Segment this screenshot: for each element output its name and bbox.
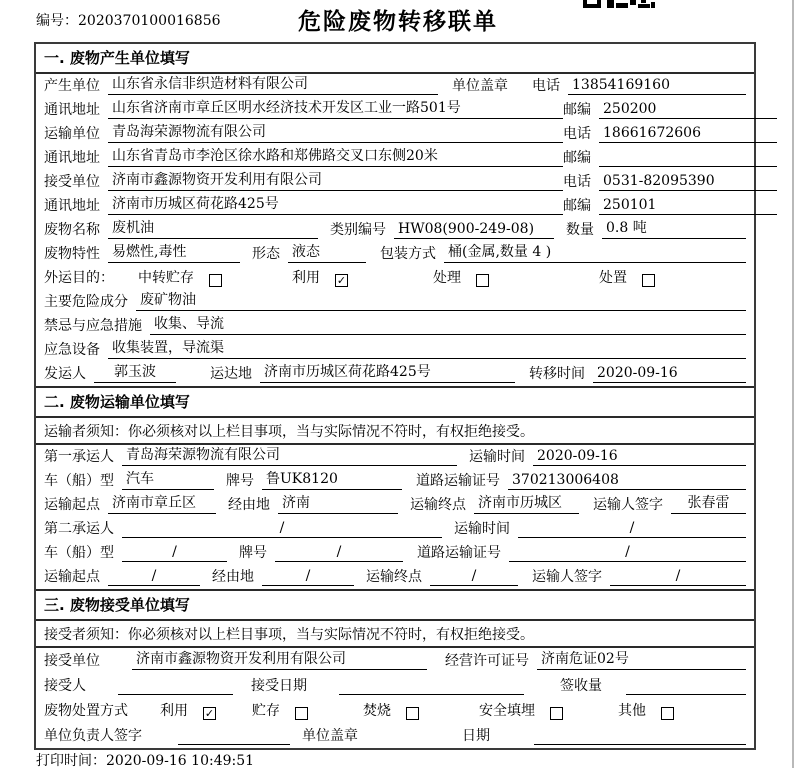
serial-label: 编号：: [36, 13, 78, 29]
taboo-label: 禁忌与应急措施: [44, 318, 142, 334]
category-label: 类别编号: [330, 222, 386, 238]
disposal-option-landfill: 安全填埋: [479, 703, 535, 719]
receiver-notice-label: 接受者须知：: [44, 626, 128, 643]
print-time-label: 打印时间：: [36, 753, 106, 769]
form-label: 形态: [252, 246, 280, 262]
via1-value: 济南: [278, 492, 398, 514]
packing-value: 桶(金属,数量 4 ): [444, 241, 746, 263]
sign1-label: 运输人签字: [593, 497, 663, 513]
disposal-option-store: 贮存: [252, 703, 280, 719]
transporter-notice-text: 你必须核对以上栏目事项，当与实际情况不符时，有权拒绝接受。: [128, 423, 534, 440]
row-waste-character: [36, 242, 754, 266]
date2-label: 日期: [462, 728, 490, 744]
disposal-option-incinerate: 焚烧: [363, 703, 391, 719]
sign2-value: /: [610, 568, 746, 586]
plate2-label: 牌号: [239, 545, 267, 561]
row-carrier2: [36, 517, 754, 541]
transport-address-label: 通讯地址: [44, 150, 100, 166]
disposal-option-other: 其他: [618, 703, 646, 719]
form-value: 液态: [288, 241, 366, 263]
consignor-label: 发运人: [44, 366, 86, 382]
row-produce-address: [36, 98, 754, 122]
print-time: [36, 750, 254, 770]
via2-label: 经由地: [212, 569, 254, 585]
purpose-option-dispose: 处置: [599, 270, 627, 286]
transport-time2-label: 运输时间: [454, 521, 510, 537]
plate1-label: 牌号: [226, 473, 254, 489]
purpose-option-storage: 中转贮存: [138, 270, 194, 286]
transfer-form: [34, 42, 756, 750]
carrier1-value: 青岛海荣源物流有限公司: [122, 444, 457, 466]
receive-zip-label: 邮编: [563, 198, 591, 214]
plate2-value: /: [275, 544, 403, 562]
amount-label: 签收量: [560, 678, 602, 694]
serial-value: 2020370100016856: [78, 13, 221, 29]
end2-label: 运输终点: [366, 569, 422, 585]
carrier1-label: 第一承运人: [44, 449, 114, 465]
receive-zip-value: 250101: [599, 197, 777, 215]
vehicle1-value: 汽车: [122, 468, 214, 490]
produce-address-value: 山东省济南市章丘区明水经济技术开发区工业一路501号: [108, 97, 563, 119]
category-value: HW08(900-249-08): [394, 221, 554, 239]
plate1-value: 鲁UK8120: [262, 468, 402, 490]
transport-time1-value: 2020-09-16: [533, 448, 746, 466]
checkbox-disposal-use: ✓: [204, 707, 215, 720]
manager-sign-value: [178, 728, 290, 745]
row-outbound-purpose: [36, 266, 754, 290]
row-receive-unit: [36, 170, 754, 194]
waste-character-value: 易燃性,毒性: [108, 241, 240, 263]
sign2-label: 运输人签字: [532, 569, 602, 585]
row-waste-name: [36, 218, 754, 242]
origin2-label: 运输起点: [44, 569, 100, 585]
receive-phone-value: 0531-82095390: [599, 173, 777, 191]
qr-code-fragment: [583, 0, 655, 8]
equipment-label: 应急设备: [44, 342, 100, 358]
permit2-label: 道路运输证号: [417, 545, 501, 561]
end1-label: 运输终点: [410, 497, 466, 513]
license-label: 经营许可证号: [445, 653, 529, 669]
row-transport-unit: [36, 122, 754, 146]
checkbox-use: ✓: [336, 274, 347, 287]
taboo-value: 收集、导流: [150, 313, 746, 335]
produce-phone-value: 13854169160: [568, 77, 746, 95]
checkbox-disposal-incinerate: [406, 707, 419, 720]
purpose-option-treat: 处理: [433, 270, 461, 286]
sign1-value: 张春雷: [671, 492, 746, 514]
row-route2: [36, 565, 754, 589]
via1-label: 经由地: [228, 497, 270, 513]
transport-address-value: 山东省青岛市李沧区徐水路和郑佛路交叉口东侧20米: [108, 145, 563, 167]
origin1-value: 济南市章丘区: [108, 492, 216, 514]
checkbox-disposal-other: [661, 707, 674, 720]
via2-value: /: [262, 568, 354, 586]
transfer-time-value: 2020-09-16: [593, 365, 746, 383]
receive-date-label: 接受日期: [251, 678, 307, 694]
vehicle2-label: 车（船）型: [44, 545, 114, 561]
destination-value: 济南市历城区荷花路425号: [260, 361, 515, 383]
vehicle1-label: 车（船）型: [44, 473, 114, 489]
unit-seal-label: 单位盖章: [452, 78, 508, 94]
section2-title: 二. 废物运输单位填写: [36, 386, 754, 418]
page-edge-line: [792, 0, 794, 768]
receive-unit-value: 济南市鑫源物资开发利用有限公司: [108, 169, 563, 191]
row-emergency-equipment: [36, 338, 754, 362]
amount-value: [626, 678, 746, 695]
carrier2-value: /: [122, 520, 442, 538]
row-hazard-component: [36, 290, 754, 314]
receiver-label: 接受人: [44, 678, 86, 694]
hazard-label: 主要危险成分: [44, 294, 128, 310]
receive-date-value: [339, 678, 524, 695]
packing-label: 包装方式: [380, 246, 436, 262]
row-receiver: [36, 673, 754, 698]
row-vehicle1: [36, 469, 754, 493]
destination-label: 运达地: [210, 366, 252, 382]
receive-address-value: 济南市历城区荷花路425号: [108, 193, 563, 215]
vehicle2-value: /: [122, 544, 227, 562]
row-receive-unit-s3: [36, 648, 754, 673]
transfer-time-label: 转移时间: [529, 366, 585, 382]
receive-unit-s3-value: 济南市鑫源物资开发利用有限公司: [132, 648, 427, 670]
carrier2-label: 第二承运人: [44, 521, 114, 537]
produce-zip-label: 邮编: [563, 102, 591, 118]
row-vehicle2: [36, 541, 754, 565]
row-produce-unit: [36, 74, 754, 98]
row-route1: [36, 493, 754, 517]
page-title: 危险废物转移联单: [298, 9, 498, 35]
checkbox-storage: [209, 274, 222, 287]
quantity-value: 0.8 吨: [602, 217, 746, 239]
section3-title: 三. 废物接受单位填写: [36, 589, 754, 621]
transport-time1-label: 运输时间: [469, 449, 525, 465]
receive-phone-label: 电话: [563, 174, 591, 190]
checkbox-treat: [476, 274, 489, 287]
purpose-option-use: 利用: [292, 270, 320, 286]
transport-zip-label: 邮编: [563, 150, 591, 166]
row-disposal-method: [36, 698, 754, 723]
end2-value: /: [430, 568, 518, 586]
permit1-label: 道路运输证号: [416, 473, 500, 489]
print-time-value: 2020-09-16 10:49:51: [106, 753, 255, 769]
unit-seal-s3-label: 单位盖章: [302, 728, 358, 744]
license-value: 济南危证02号: [537, 648, 746, 670]
consignor-value: 郭玉波: [94, 361, 176, 383]
transporter-notice-label: 运输者须知：: [44, 423, 128, 440]
transport-time2-value: /: [518, 520, 746, 538]
receive-unit-label: 接受单位: [44, 174, 100, 190]
purpose-label: 外运目的：: [44, 270, 114, 286]
receiver-value: [118, 678, 233, 695]
row-manager-sign: [36, 723, 754, 748]
end1-value: 济南市历城区: [474, 492, 579, 514]
row-carrier1: [36, 445, 754, 469]
document-header: [0, 0, 796, 40]
hazard-value: 废矿物油: [136, 289, 746, 311]
waste-character-label: 废物特性: [44, 246, 100, 262]
receive-address-label: 通讯地址: [44, 198, 100, 214]
disposal-option-use: 利用: [160, 703, 188, 719]
receiver-notice-text: 你必须核对以上栏目事项，当与实际情况不符时，有权拒绝接受。: [128, 626, 534, 643]
transport-zip-value: [599, 150, 777, 167]
produce-phone-label: 电话: [532, 78, 560, 94]
transport-phone-value: 18661672606: [599, 125, 777, 143]
transport-unit-value: 青岛海荣源物流有限公司: [108, 121, 563, 143]
manager-sign-label: 单位负责人签字: [44, 728, 142, 744]
checkbox-disposal-store: [295, 707, 308, 720]
receive-unit-s3-label: 接受单位: [44, 653, 100, 669]
origin1-label: 运输起点: [44, 497, 100, 513]
produce-unit-value: 山东省永信非织造材料有限公司: [108, 73, 438, 95]
produce-address-label: 通讯地址: [44, 102, 100, 118]
disposal-label: 废物处置方式: [44, 703, 128, 719]
row-transport-address: [36, 146, 754, 170]
waste-name-value: 废机油: [108, 217, 318, 239]
row-taboo-measures: [36, 314, 754, 338]
row-transporter-notice: [36, 418, 754, 445]
quantity-label: 数量: [566, 222, 594, 238]
row-receiver-notice: [36, 621, 754, 648]
transport-unit-label: 运输单位: [44, 126, 100, 142]
row-consignor: [36, 362, 754, 386]
equipment-value: 收集装置，导流渠: [108, 337, 746, 359]
row-receive-address: [36, 194, 754, 218]
transport-phone-label: 电话: [563, 126, 591, 142]
section1-title: 一. 废物产生单位填写: [36, 44, 754, 74]
permit1-value: 370213006408: [508, 472, 746, 490]
checkbox-disposal-landfill: [550, 707, 563, 720]
origin2-value: /: [108, 568, 200, 586]
produce-unit-label: 产生单位: [44, 78, 100, 94]
waste-name-label: 废物名称: [44, 222, 100, 238]
date2-value: [534, 728, 746, 745]
permit2-value: /: [509, 544, 746, 562]
produce-zip-value: 250200: [599, 101, 777, 119]
checkbox-dispose: [642, 274, 655, 287]
